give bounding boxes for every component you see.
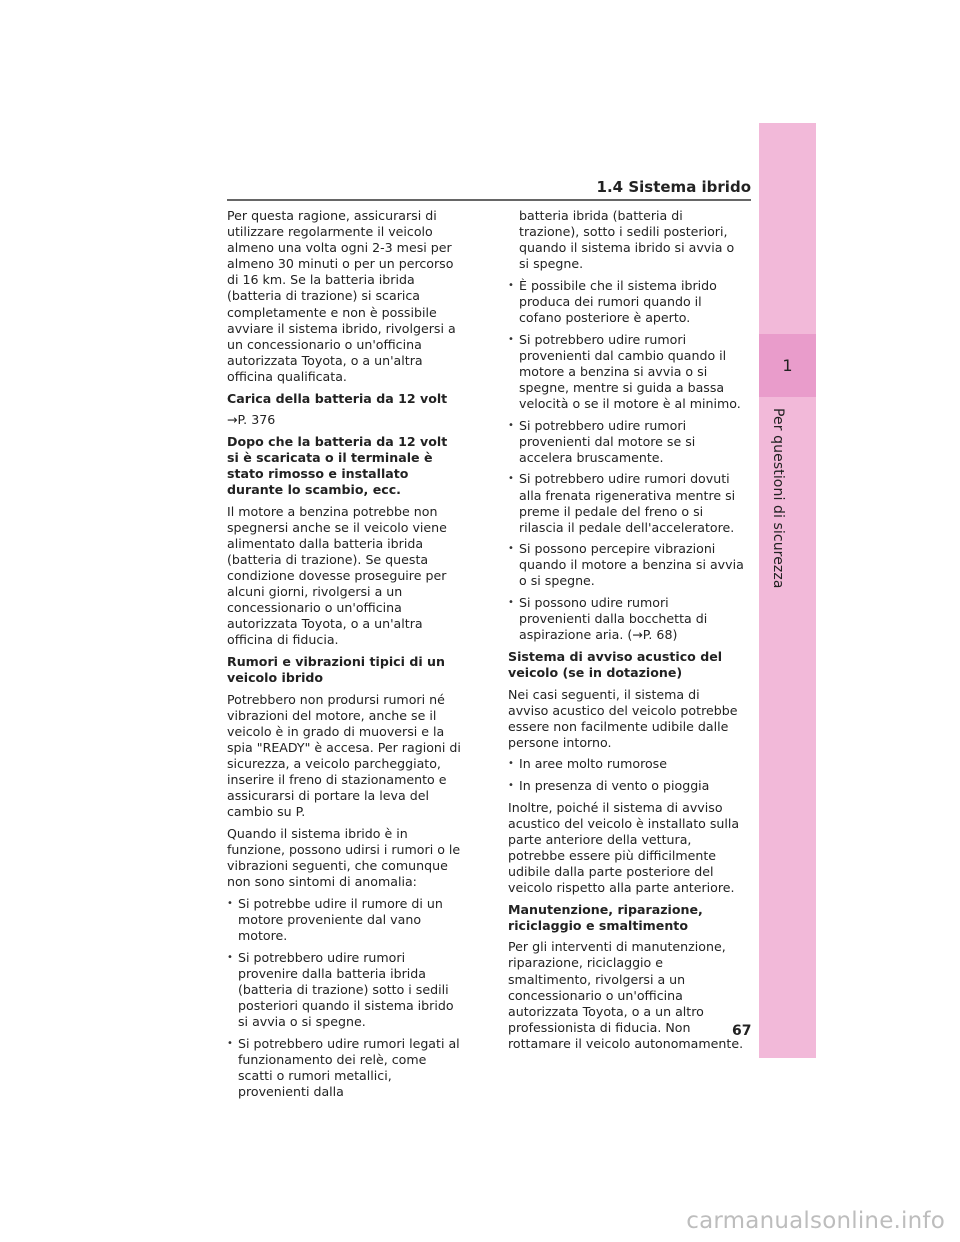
subheading: Dopo che la batteria da 12 volt si è scaricata o il terminale è stato rimosso e installato durante lo scambio, ecc.: [227, 433, 448, 497]
list-item: • In aree molto rumorose: [508, 756, 744, 772]
chapter-number-box[interactable]: [759, 334, 816, 397]
chapter-side-tab: [759, 123, 816, 1058]
list-item: • Si potrebbero udire rumori provenienti dal motore se si accelera bruscamente.: [508, 418, 744, 466]
list-item: • In presenza di vento o pioggia: [508, 778, 744, 794]
subheading: Carica della batteria da 12 volt: [227, 390, 448, 406]
list-item: • Si possono percepire vibrazioni quando il motore a benzina si avvia o si spegne.: [508, 541, 744, 589]
chapter-number: 1: [782, 356, 793, 375]
subheading: Manutenzione, riparazione, riciclaggio e smaltimento: [508, 901, 703, 933]
paragraph: Potrebbero non prodursi rumori né vibrazioni del motore, anche se il veicolo è in grado di muoversi e la spia "READY" è accesa. Per ragioni di sicurezza, a veicolo parcheggiato, inserire il freno di stazionamento e assicurarsi di portare la leva del cambio su P.: [227, 691, 461, 820]
page-number: 67: [732, 1023, 752, 1039]
bullet-list: [508, 756, 744, 794]
list-item: • Si potrebbero udire rumori provenienti dal cambio quando il motore a benzina si avvia o si spegne, mentre si guida a bassa velocità o se il motore è al minimo.: [508, 332, 744, 412]
watermark: carmanualsonline.info: [686, 1208, 945, 1234]
list-item: • Si possono udire rumori provenienti dalla bocchetta di aspirazione aria. (→P. 68): [508, 595, 744, 643]
header-divider: [227, 199, 751, 201]
paragraph: Inoltre, poiché il sistema di avviso acustico del veicolo è installato sulla parte anteriore della vettura, potrebbe essere più difficilmente udibile dalla parte posteriore del veicolo rispetto alla parte anteriore.: [508, 799, 740, 896]
list-item: • Si potrebbero udire rumori provenire dalla batteria ibrida (batteria di trazione) sotto i sedili posteriori quando il sistema ibrido si avvia o si spegne.: [227, 950, 463, 1030]
paragraph: Nei casi seguenti, il sistema di avviso acustico del veicolo potrebbe essere non facilmente udibile dalle persone intorno.: [508, 686, 738, 750]
list-item: • Si potrebbe udire il rumore di un motore proveniente dal vano motore.: [227, 896, 463, 944]
subheading: Rumori e vibrazioni tipici di un veicolo ibrido: [227, 653, 445, 686]
bullet-list: [508, 208, 744, 643]
paragraph: Per questa ragione, assicurarsi di utilizzare regolarmente il veicolo almeno una volta ogni 2-3 mesi per almeno 30 minuti o per un percorso di 16 km. Se la batteria ibrida (batteria di trazione) si scarica completamente e non è possibile avviare il sistema ibrido, rivolgersi a un concessionario o un'officina autorizzata Toyota, o a un'altra officina qualificata.: [227, 208, 456, 384]
subheading: Sistema di avviso acustico del veicolo (se in dotazione): [508, 648, 723, 680]
chapter-title: Per questioni di sicurezza: [770, 408, 786, 589]
bullet-list: [227, 896, 463, 1100]
paragraph: Per gli interventi di manutenzione, riparazione, riciclaggio e smaltimento, rivolgersi a un concessionario o un'officina autorizzata Toyota, o a un altro professionista di fiducia. Non rottamare il veicolo autonomamente.: [508, 939, 744, 1051]
right-column: [508, 208, 744, 1058]
left-column: [227, 208, 463, 1105]
section-title: 1.4 Sistema ibrido: [596, 178, 751, 196]
paragraph: Il motore a benzina potrebbe non spegnersi anche se il veicolo viene alimentato dalla batteria ibrida (batteria di trazione). Se questa condizione dovesse proseguire per alcuni giorni, rivolgersi a un concessionario o un'officina autorizzata Toyota, o a un'altra officina di fiducia.: [227, 503, 447, 648]
list-item: • È possibile che il sistema ibrido produca dei rumori quando il cofano posteriore è aperto.: [508, 278, 744, 326]
list-item-continuation: batteria ibrida (batteria di trazione), sotto i sedili posteriori, quando il sistema ibrido si avvia o si spegne.: [519, 208, 735, 272]
paragraph: Quando il sistema ibrido è in funzione, possono udirsi i rumori o le vibrazioni seguenti, che comunque non sono sintomi di anomalia:: [227, 825, 461, 890]
list-item: • Si potrebbero udire rumori legati al funzionamento dei relè, come scatti o rumori metallici, provenienti dalla: [227, 1036, 463, 1100]
list-item: • Si potrebbero udire rumori dovuti alla frenata rigenerativa mentre si preme il pedale del freno o si rilascia il pedale dell'acceleratore.: [508, 471, 744, 535]
page-reference-link[interactable]: →P. 376: [227, 412, 276, 428]
